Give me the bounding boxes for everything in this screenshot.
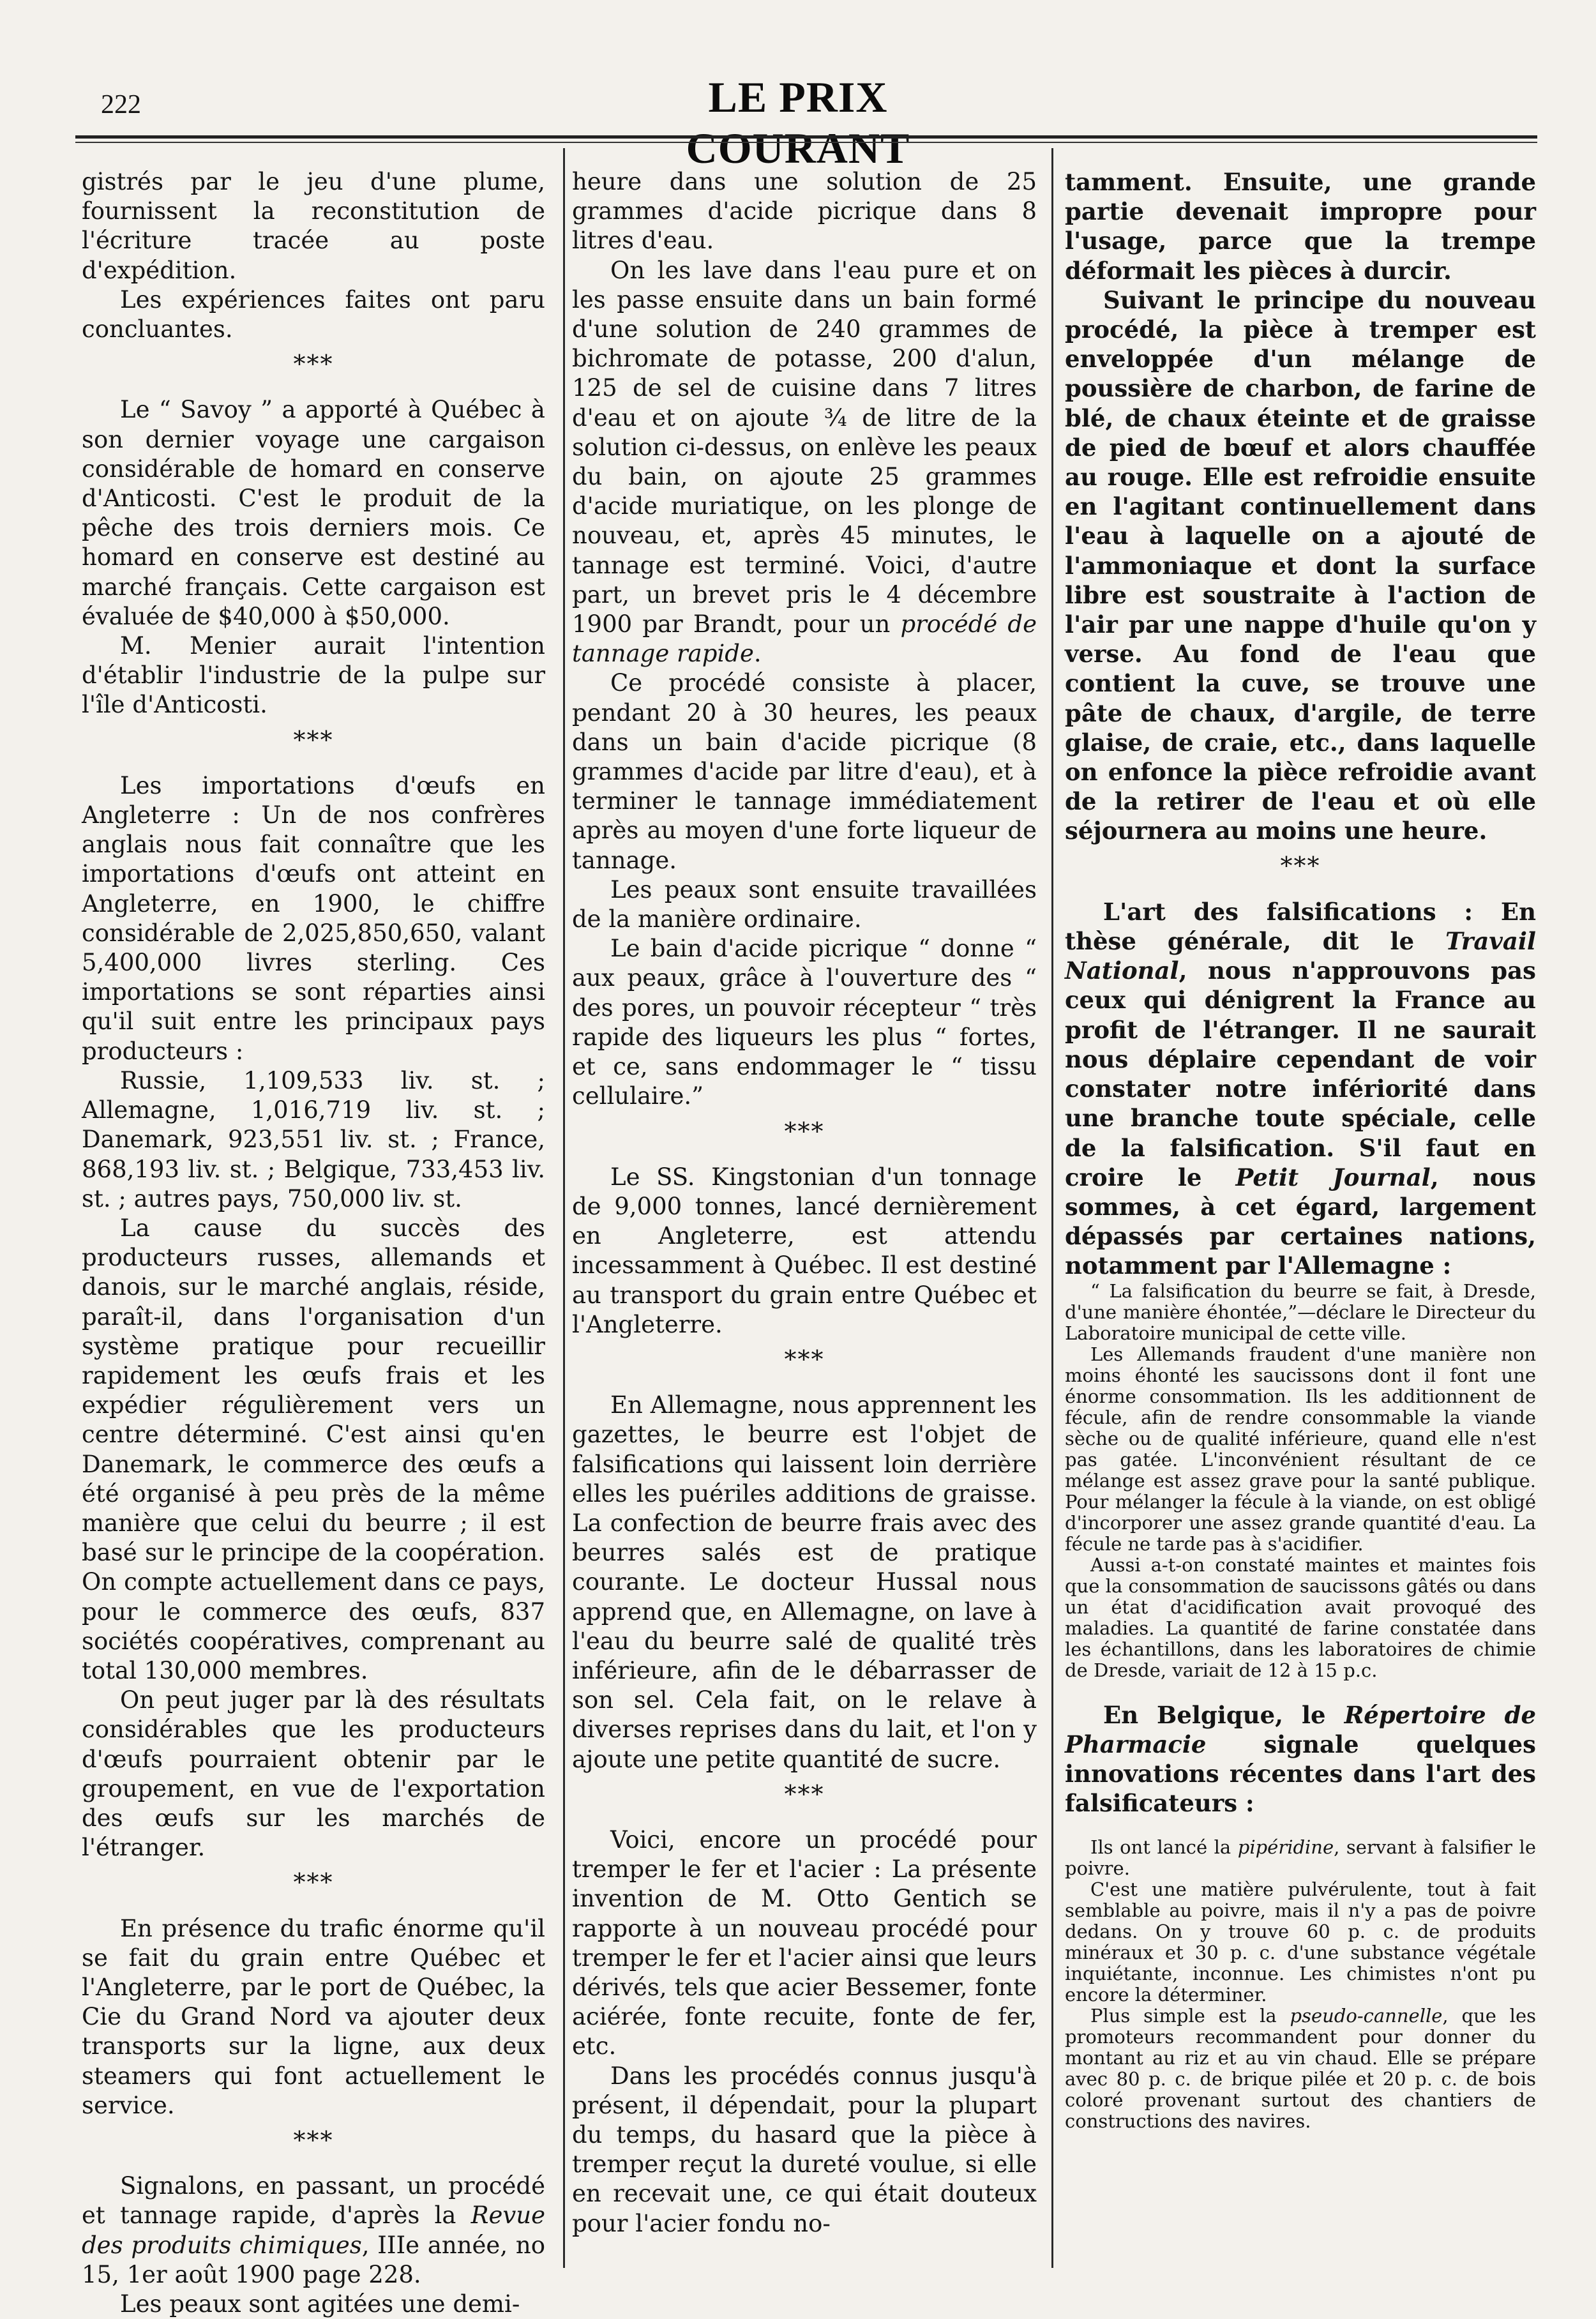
section-separator: ***: [293, 1868, 334, 1897]
article-text: Ce procédé consiste à placer, pendant 20 à 30 heures, les peaux dans un bain d'acide picrique (8 grammes d'acide par litre d'eau), et à terminer le tannage immédiatement après au moyen d'une forte liqueur de tannage.: [572, 669, 1037, 874]
column-2: [572, 167, 1037, 2268]
article-text: Les peaux sont agitées une demi-: [120, 2290, 520, 2318]
italic-term: pseudo-cannelle: [1290, 2005, 1443, 2027]
masthead-logo: LE PRIX COURANT: [686, 73, 910, 172]
quote-text: “ La falsification du beurre se fait, à Dresde, d'une manière éhontée,”—déclare le Directeur du Laboratoire municipal de cette ville.: [1065, 1280, 1536, 1344]
article-butter: En Allemagne, nous apprennent les gazettes, le beurre est l'objet de falsifications qui laissent loin derrière elles les puériles additions de graisse. La confection de beurre frais avec des beurres salés est de pratique courante. Le docteur Hussal nous apprend que, en Allemagne, on lave à l'eau du beurre salé de qualité très inférieure, afin de le débarrasser de son sel. Cela fait, on le relave à diverses reprises dans du lait, et l'on y ajoute une petite quantité de sucre.: [572, 1391, 1037, 1773]
spacer: [1065, 1818, 1536, 1837]
article-text: La cause du succès des producteurs russes, allemands et danois, sur le marché anglais, réside, paraît-il, dans l'organisation d'un système pratique pour recueillir rapidement les œufs frais et les expédier régulièrement vers un centre déterminé. C'est ainsi qu'en Danemark, le commerce des œufs a été organisé à peu près de la même manière que celui du beurre ; il est basé sur le principe de la coopération. On compte actuellement dans ce pays, pour le commerce des œufs, 837 sociétés coopératives, comprenant au total 130,000 membres.: [82, 1214, 545, 1684]
text-run: Signalons, en passant, un procédé et tannage rapide, d'après la: [82, 2172, 545, 2230]
page-number: 222: [101, 90, 141, 119]
header-rule-thin: [75, 142, 1537, 143]
text-run: , IIIe année, no 15, 1er août 1900 page 228.: [82, 2231, 545, 2288]
quote-block: [1065, 1281, 1536, 1681]
text-run: L'art des falsifications : En thèse générale, dit le: [1065, 897, 1536, 956]
article-text: heure dans une solution de 25 grammes d'acide picrique dans 8 litres d'eau.: [572, 168, 1037, 255]
article-grain: En présence du trafic énorme qu'il se fait du grain entre Québec et l'Angleterre, par le port de Québec, la Cie du Grand Nord va ajouter deux transports sur la ligne, aux deux steamers qui font actuellement le service.: [82, 1914, 545, 2119]
article-kingstonian: Le SS. Kingstonian d'un tonnage de 9,000 tonnes, lancé dernièrement en Angleterre, est attendu incessamment à Québec. Il est destiné au transport du grain entre Québec et l'Angleterre.: [572, 1163, 1037, 1338]
italic-title: Petit Journal: [1235, 1163, 1431, 1191]
quote-text: Aussi a-t-on constaté maintes et maintes fois que la consommation de saucissons gâtés ou dans un état d'acidification avait provoqué des maladies. La quantité de farine constatée dans les échantillons, dans les laboratoires de chimie de Dresde, variait de 12 à 15 p.c.: [1065, 1553, 1536, 1681]
text-run: , nous n'approuvons pas ceux qui dénigrent la France au profit de l'étranger. Il ne saurait nous déplaire cependant de voir constater notre infériorité dans une branche toute spéciale, celle de la falsification. S'il faut en croire le: [1065, 956, 1536, 1191]
article-belgium: [1065, 1700, 1536, 1818]
column-1: [82, 167, 545, 2318]
article-text: M. Menier aurait l'intention d'établir l'industrie de la pulpe sur l'île d'Anticosti.: [82, 632, 545, 719]
italic-term: pipéridine: [1237, 1836, 1334, 1859]
header-rule: [75, 135, 1537, 139]
article-text: Dans les procédés connus jusqu'à présent, il dépendait, pour la plupart du temps, du hasard que la pièce à tremper reçut la dureté voulue, si elle en recevait une, ce qui était douteux pour l'acier fondu no-: [572, 2062, 1037, 2237]
article-text: Les peaux sont ensuite travaillées de la manière ordinaire.: [572, 875, 1037, 933]
article-steel: Voici, encore un procédé pour tremper le fer et l'acier : La présente invention de M. Otto Gentich se rapporte à un nouveau procédé pour tremper le fer et l'acier ainsi que leurs dérivés, tels que acier Bessemer, fonte aciérée, fonte recuite, fonte de fer, etc.: [572, 1825, 1037, 2060]
article-text: tamment. Ensuite, une grande partie devenait impropre pour l'usage, parce que la trempe déformait les pièces à durcir.: [1065, 168, 1536, 285]
text-run: Ils ont lancé la: [1090, 1836, 1238, 1859]
text-run: , que les promoteurs recommandent pour donner du montant au riz et au vin chaud. Elle se prépare avec 80 p. c. de brique pilée et 20 p. c. de bois coloré provenant surtout des chantiers de constructions des navires.: [1065, 2005, 1536, 2133]
italic-title: Travail National: [1065, 927, 1536, 985]
article-text: [572, 256, 1037, 669]
article-text: On peut juger par là des résultats considérables que les producteurs d'œufs pourraient obtenir par le groupement, en vue de l'exportation des œufs sur les marchés de l'étranger.: [82, 1686, 545, 1862]
italic-title: Répertoire de Pharmacie: [1065, 1700, 1536, 1758]
italic-title: procédé de tannage rapide: [572, 610, 1037, 668]
text-run: .: [753, 640, 762, 668]
italic-title: Revue des produits chimiques: [82, 2202, 545, 2259]
article-text: Le bain d'acide picrique “ donne “ aux peaux, grâce à l'ouverture des “ des pores, un pouvoir récepteur “ très rapide des liqueurs les plus “ fortes, et ce, sans endommager le “ tissu cellulaire.”: [572, 935, 1037, 1110]
section-separator: ***: [1280, 851, 1321, 880]
article-tanning: [82, 2172, 545, 2290]
section-separator: ***: [293, 350, 334, 379]
article-text: gistrés par le jeu d'une plume, fournissent la reconstitution de l'écriture tracée au poste d'expédition.: [82, 168, 545, 284]
section-separator: ***: [784, 1345, 825, 1373]
article-text: Russie, 1,109,533 liv. st. ; Allemagne, 1,016,719 liv. st. ; Danemark, 923,551 liv. st. ; France, 868,193 liv. st. ; Belgique, 733,453 liv. st. ; autres pays, 750,000 liv. st.: [82, 1066, 545, 1212]
text-run: , nous sommes, à cet égard, largement dépassés par certaines nations, notamment par l'Allemagne :: [1065, 1163, 1537, 1280]
quote-text: C'est une matière pulvérulente, tout à fait semblable au poivre, mais il n'y a pas de poivre dedans. On y trouve 60 p. c. de produits minéraux et 30 p. c. d'une substance végétale inquiétante, inconnue. Les chimistes n'ont pu encore la déterminer.: [1065, 1878, 1536, 2006]
text-run: On les lave dans l'eau pure et on les passe ensuite dans un bain formé d'une solution de 240 grammes de bichromate de potasse, 200 d'alun, 125 de sel de cuisine dans 7 litres d'eau et on ajoute ¾ de litre de la solution ci-dessus, on enlève les peaux du bain, on ajoute 25 grammes d'acide muriatique, on les plonge de nouveau, et, après 45 minutes, le tannage est terminé. Voici, d'autre part, un brevet pris le 4 décembre 1900 par Brandt, pour un: [572, 256, 1037, 638]
section-separator: ***: [784, 1117, 825, 1145]
section-separator: ***: [784, 1779, 825, 1808]
quote-block: [1065, 1837, 1536, 2132]
spacer: [1065, 1681, 1536, 1700]
article-eggs: Les importations d'œufs en Angleterre : Un de nos confrères anglais nous fait connaître que les importations d'œufs ont atteint en Angleterre, en 1900, le chiffre considérable de 2,025,850,650, valant 5,400,000 livres sterling. Ces importations se sont réparties ainsi qu'il suit entre les principaux pays producteurs :: [82, 771, 545, 1065]
section-separator: ***: [293, 725, 334, 754]
article-text: Les expériences faites ont paru concluantes.: [82, 285, 545, 344]
article-falsifications: [1065, 897, 1536, 1281]
article-text: Suivant le principe du nouveau procédé, la pièce à tremper est enveloppée d'un mélange de poussière de charbon, de farine de blé, de chaux éteinte et de graisse de pied de bœuf et alors chauffée au rouge. Elle est refroidie ensuite en l'agitant continuellement dans l'eau à laquelle on a ajouté de l'ammoniaque et dont la surface libre est soustraite à l'action de l'air par une nappe d'huile qu'on y verse. Au fond de l'eau que contient la cuve, se trouve une pâte de chaux, d'argile, de terre glaise, de craie, etc., dans laquelle on enfonce la pièce refroidie avant de la retirer de l'eau et où elle séjournera au moins une heure.: [1065, 285, 1536, 845]
quote-text: Les Allemands fraudent d'une manière non moins éhonté les saucissons dont il font une énorme consommation. Ils les additionnent de fécule, afin de rendre consommable la viande sèche ou de qualité inférieure, quand elle n'est pas gatée. L'inconvénient résultant de ce mélange est assez grave pour la santé publique. Pour mélanger la fécule à la viande, on est obligé d'incorporer une assez grande quantité d'eau. La fécule ne tarde pas à s'acidifier.: [1065, 1343, 1536, 1555]
text-run: En Belgique, le: [1103, 1700, 1344, 1729]
column-divider-1: [563, 148, 565, 2268]
section-separator: ***: [293, 2126, 334, 2154]
column-divider-2: [1051, 148, 1053, 2268]
text-run: signale quelques innovations récentes dans l'art des falsificateurs :: [1065, 1730, 1536, 1818]
text-run: Plus simple est la: [1090, 2005, 1290, 2027]
quote-text: [1065, 1837, 1536, 1879]
quote-text: [1065, 2006, 1536, 2132]
article-savoy: Le “ Savoy ” a apporté à Québec à son dernier voyage une cargaison considérable de homard en conserve d'Anticosti. C'est le produit de la pêche des trois derniers mois. Ce homard en conserve est destiné au marché français. Cette cargaison est évaluée de $40,000 à $50,000.: [82, 396, 545, 630]
column-3: [1065, 167, 1536, 2268]
text-run: , servant à falsifier le poivre.: [1065, 1836, 1536, 1880]
